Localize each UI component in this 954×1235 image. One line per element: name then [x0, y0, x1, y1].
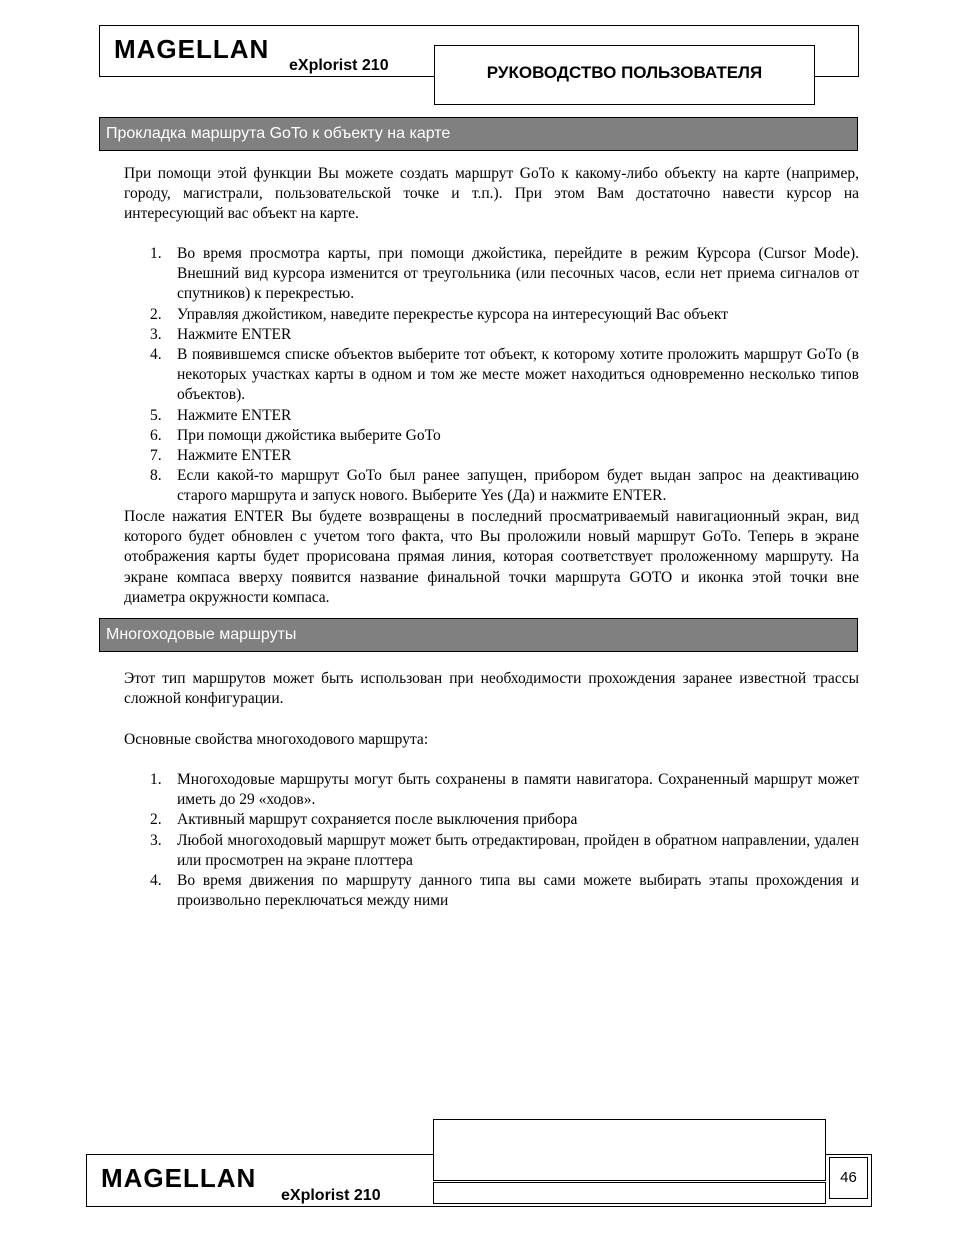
section-heading-goto: Прокладка маршрута GoTo к объекту на карте	[99, 117, 858, 151]
header-brand-logo: MAGELLAN	[114, 34, 270, 64]
multileg-properties-list	[124, 770, 859, 911]
list-item: 1. Многоходовые маршруты могут быть сохранены в памяти навигатора. Сохраненный маршрут может иметь до 29 «ходов».	[150, 771, 859, 809]
page-number: 46	[829, 1157, 868, 1199]
header-model-name: eXplorist 210	[289, 57, 389, 74]
goto-steps-list	[124, 244, 859, 507]
section-multileg-properties-label: Основные свойства многоходового маршрута:	[124, 731, 429, 748]
section-heading-multileg: Многоходовые маршруты	[99, 618, 858, 652]
list-item: 6. При помощи джойстика выберите GoTo	[150, 426, 441, 444]
list-item: 8. Если какой-то маршрут GoTo был ранее запущен, прибором будет выдан запрос на деактивацию старого маршрута и запуск нового. Выберите Yes (Да) и нажмите ENTER.	[150, 467, 859, 505]
list-item: 1. Во время просмотра карты, при помощи джойстика, перейдите в режим Курсора (Cursor Mode). Внешний вид курсора изменится от треугольника (или песочных часов, если нет приема сигналов от спутников) к перекрестью.	[150, 245, 859, 303]
list-item: 5. Нажмите ENTER	[150, 406, 292, 424]
list-item: 4. Во время движения по маршруту данного типа вы сами можете выбирать этапы прохождения и произвольно переключаться между ними	[150, 872, 859, 910]
section-goto-outro: После нажатия ENTER Вы будете возвращены в последний просматриваемый навигационный экран, вид которого будет обновлен с учетом того факта, что Вы проложили новый маршрут GoTo. Теперь в экране отображения карты будет прорисована прямая линия, которая соответствует проложенному маршруту. На экране компаса вверху появится название финальной точки маршрута GOTO и иконка этой точки вне диаметра окружности компаса.	[124, 508, 859, 606]
list-item: 4. В появившемся списке объектов выберите тот объект, к которому хотите проложить маршрут GoTo (в некоторых участках карты в одном и том же месте может находиться одновременно несколько типов объектов).	[150, 346, 859, 404]
header-document-title: РУКОВОДСТВО ПОЛЬЗОВАТЕЛЯ	[486, 63, 763, 82]
section-goto-intro: При помощи этой функции Вы можете создать маршрут GoTo к какому-либо объекту на карте (например, городу, магистрали, пользовательской точке и т.п.). При этом Вам достаточно навести курсор на интересующий вас объект на карте.	[124, 165, 859, 223]
list-item: 2. Активный маршрут сохраняется после выключения прибора	[150, 811, 578, 829]
footer-brand-logo: MAGELLAN	[101, 1163, 257, 1193]
list-item: 3. Нажмите ENTER	[150, 325, 292, 343]
list-item: 2. Управляя джойстиком, наведите перекрестье курсора на интересующий Вас объект	[150, 305, 728, 323]
footer-blank-box-upper	[433, 1119, 826, 1181]
list-item: 7. Нажмите ENTER	[150, 447, 292, 465]
section-multileg-intro: Этот тип маршрутов может быть использован при необходимости прохождения заранее известной трассы сложной конфигурации.	[124, 670, 859, 708]
footer-model-name: eXplorist 210	[281, 1187, 381, 1204]
footer-blank-box-lower	[433, 1182, 826, 1204]
list-item: 3. Любой многоходовый маршрут может быть отредактирован, пройден в обратном направлении, удален или просмотрен на экране плоттера	[150, 831, 859, 869]
